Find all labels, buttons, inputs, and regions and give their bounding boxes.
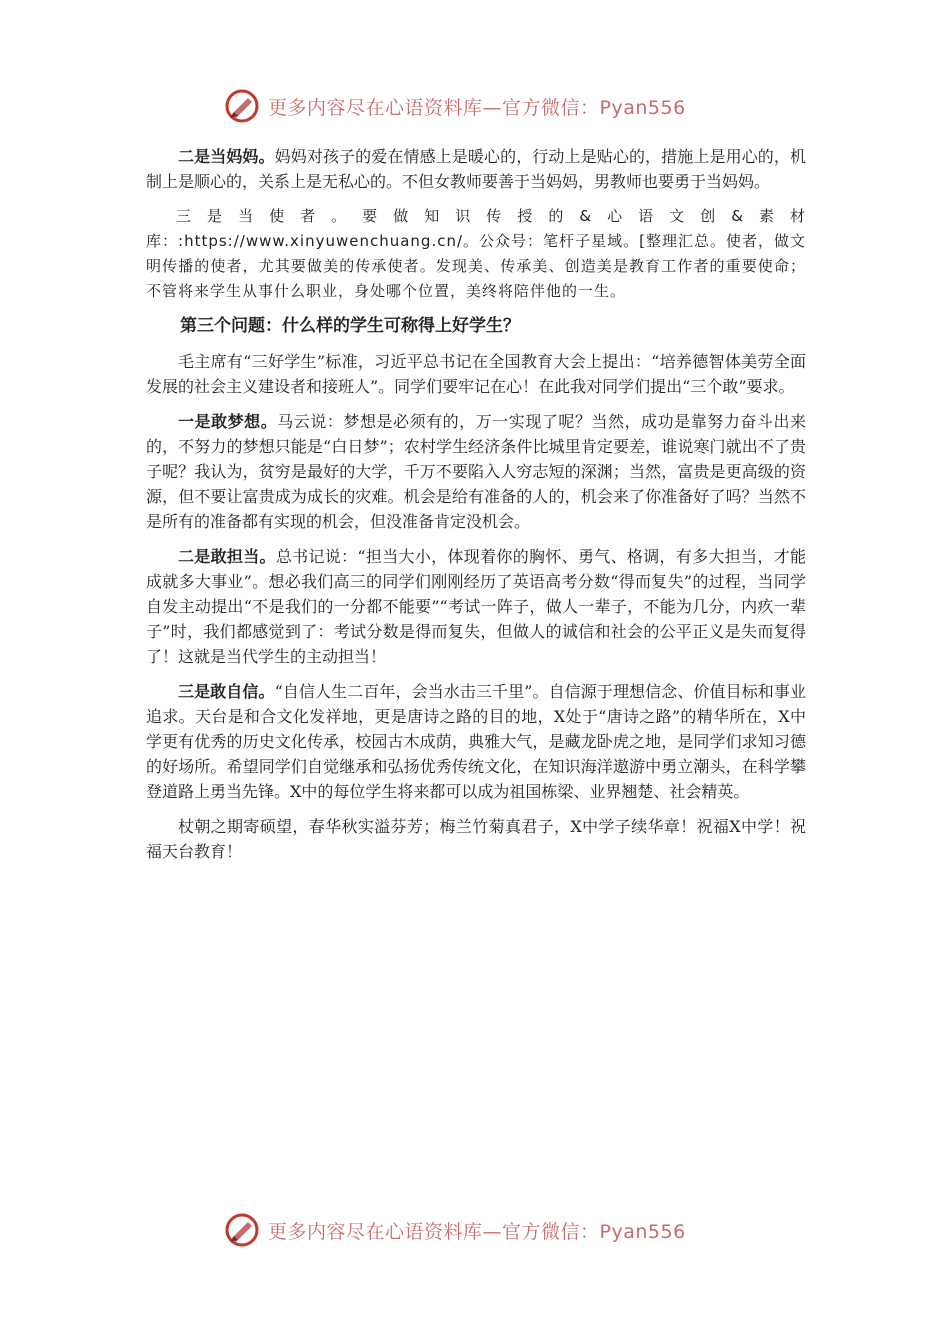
paragraph-text: 杖朝之期寄硕望，春华秋实溢芬芳；梅兰竹菊真君子，X中学子续华章！祝福X中学！祝福天台教育！ [146, 817, 806, 861]
header-banner-text: 更多内容尽在心语资料库—官方微信：Pyan556 [268, 96, 686, 119]
paragraph-lead: 二是敢担当。 [178, 547, 276, 566]
paragraph-text: “自信人生二百年，会当水击三千里”。自信源于理想信念、价值目标和事业追求。天台是和合文化发祥地，更是唐诗之路的目的地，X处于“唐诗之路”的精华所在，X中学更有优秀的历史文化传承，校园古木成荫，典雅大气，是藏龙卧虎之地，是同学们求知习德的好场所。希望同学们自觉继承和弘扬优秀传统文化，在知识海洋遨游中勇立潮头，在科学攀登道路上勇当先锋。X中的每位学生将来都可以成为祖国栋梁、业界翘楚、社会精英。 [146, 682, 806, 801]
paragraph-three-goods [146, 349, 806, 399]
paragraph-text: 马云说：梦想是必须有的，万一实现了呢？当然，成功是靠努力奋斗出来的，不努力的梦想只能是“白日梦”；农村学生经济条件比城里肯定要差，谁说寒门就出不了贵子呢？我认为，贫穷是最好的大学，千万不要陷入人穷志短的深渊；当然，富贵是更高级的资源，但不要让富贵成为成长的灾难。机会是给有准备的人的，机会来了你准备好了吗？当然不是所有的准备都有实现的机会，但没准备肯定没机会。 [146, 412, 806, 531]
pen-logo-icon [224, 1212, 260, 1248]
paragraph-text: 总书记说：“担当大小，体现着你的胸怀、勇气、格调，有多大担当，才能成就多大事业”。想必我们高三的同学们刚刚经历了英语高考分数“得而复失”的过程，当同学自发主动提出“不是我们的一分都不能要”“考试一阵子，做人一辈子，不能为几分，内疚一辈子”时，我们都感觉到了：考试分数是得而复失，但做人的诚信和社会的公平正义是失而复得了！这就是当代学生的主动担当！ [146, 547, 806, 666]
document-body [146, 144, 806, 874]
paragraph-messenger [146, 204, 806, 304]
paragraph-lead: 三是敢自信。 [178, 682, 275, 701]
paragraph-blessing [146, 814, 806, 864]
paragraph-dream [146, 409, 806, 534]
section-heading-3: 第三个问题：什么样的学生可称得上好学生？ [180, 316, 520, 336]
paragraph-mother [146, 144, 806, 194]
paragraph-lead: 二是当妈妈。 [178, 147, 275, 166]
paragraph-lead: 一是敢梦想。 [178, 412, 278, 431]
footer-banner [224, 1210, 744, 1250]
pen-logo-icon [224, 88, 260, 124]
paragraph-text: 三是当使者。要做知识传授的&心语文创&素材库：:https://www.xinyuwenchuang.cn/。公众号：笔杆子星域。[整理汇总。使者，做文明传播的使者，尤其要做美的传承使者。发现美、传承美、创造美是教育工作者的重要使命；不管将来学生从事什么职业，身处哪个位置，美终将陪伴他的一生。 [146, 207, 806, 300]
paragraph-confidence [146, 679, 806, 804]
header-banner [224, 86, 744, 126]
paragraph-text: 毛主席有“三好学生”标准，习近平总书记在全国教育大会上提出：“培养德智体美劳全面发展的社会主义建设者和接班人”。同学们要牢记在心！在此我对同学们提出“三个敢”要求。 [146, 352, 806, 396]
footer-banner-text: 更多内容尽在心语资料库—官方微信：Pyan556 [268, 1220, 686, 1243]
paragraph-text: 妈妈对孩子的爱在情感上是暖心的，行动上是贴心的，措施上是用心的，机制上是顺心的，关系上是无私心的。不但女教师要善于当妈妈，男教师也要勇于当妈妈。 [146, 147, 806, 191]
paragraph-responsibility [146, 544, 806, 669]
